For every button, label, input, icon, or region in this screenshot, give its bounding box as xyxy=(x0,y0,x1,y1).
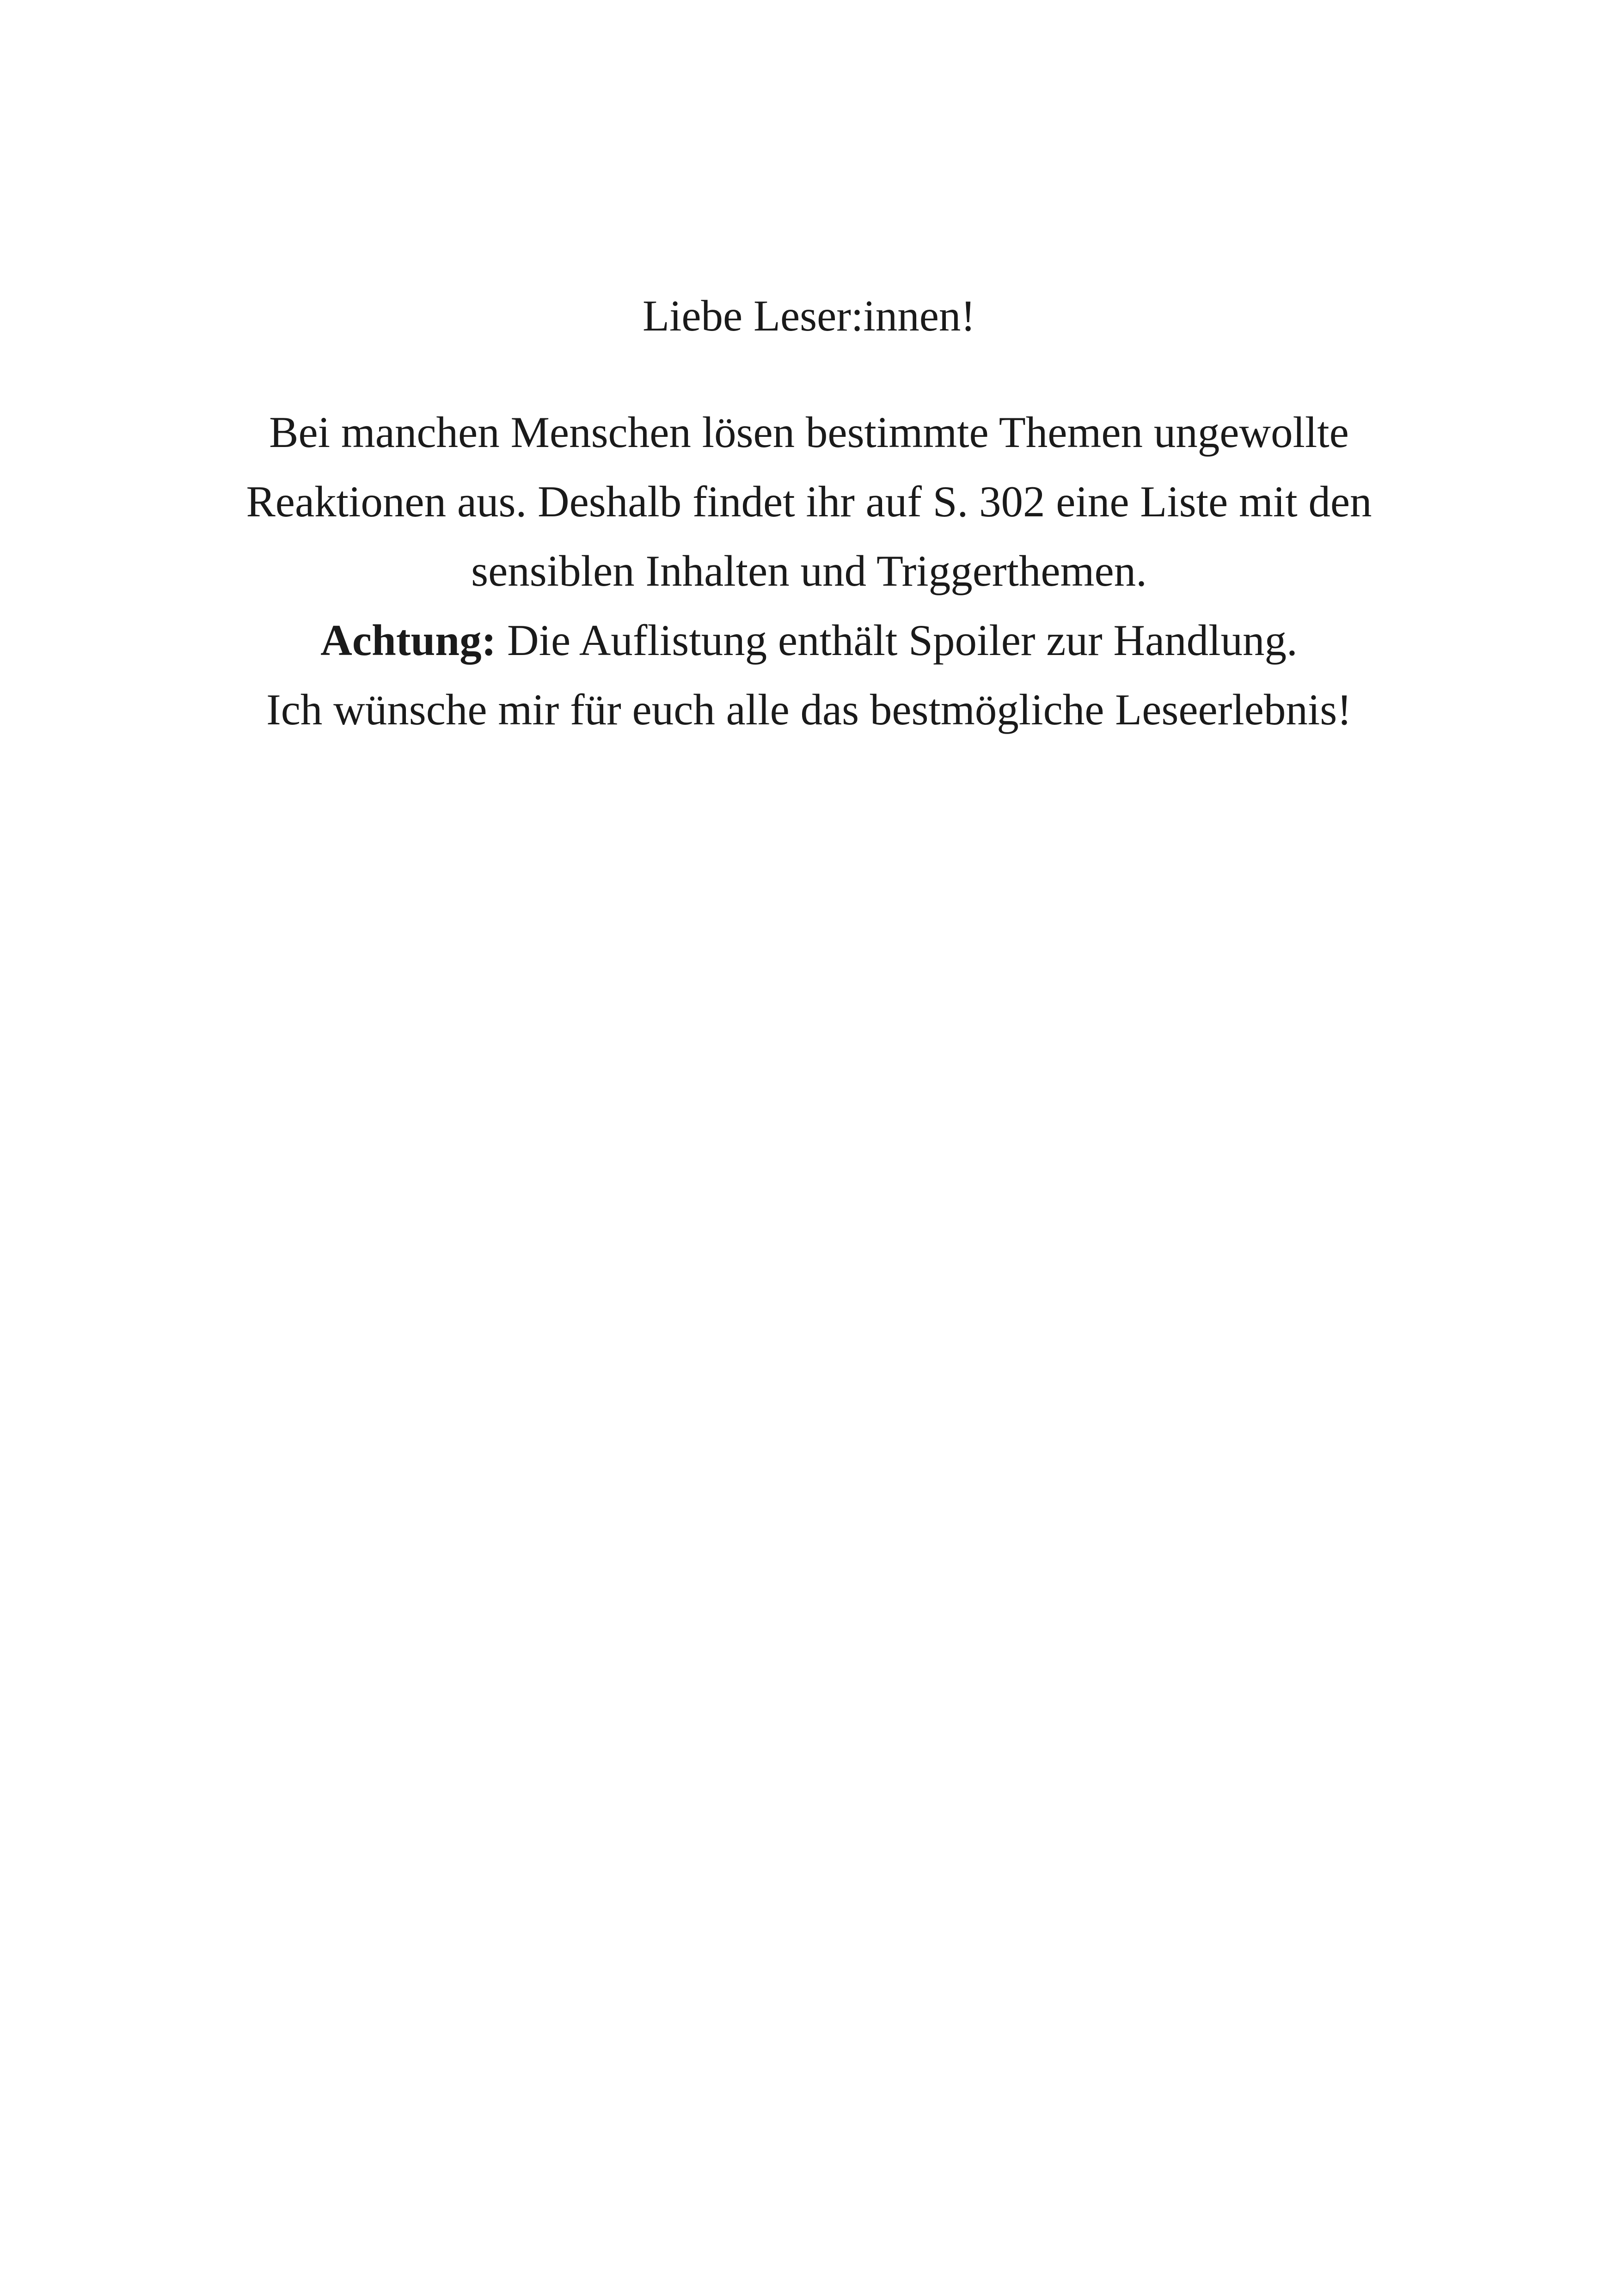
greeting-heading: Liebe Leser:innen! xyxy=(642,291,976,340)
notice-line-1: Bei manchen Menschen lösen bestimmte Themen ungewollte xyxy=(269,408,1349,457)
notice-body xyxy=(0,398,1618,744)
warning-line xyxy=(0,606,1618,675)
notice-line-2: Reaktionen aus. Deshalb findet ihr auf S. 302 eine Liste mit den xyxy=(246,477,1372,526)
closing-line: Ich wünsche mir für euch alle das bestmögliche Leseerlebnis! xyxy=(266,685,1352,734)
warning-label: Achtung: xyxy=(320,616,496,665)
notice-line-3: sensiblen Inhalten und Triggerthemen. xyxy=(471,546,1147,595)
warning-text: Die Auflistung enthält Spoiler zur Handlung. xyxy=(496,616,1298,665)
